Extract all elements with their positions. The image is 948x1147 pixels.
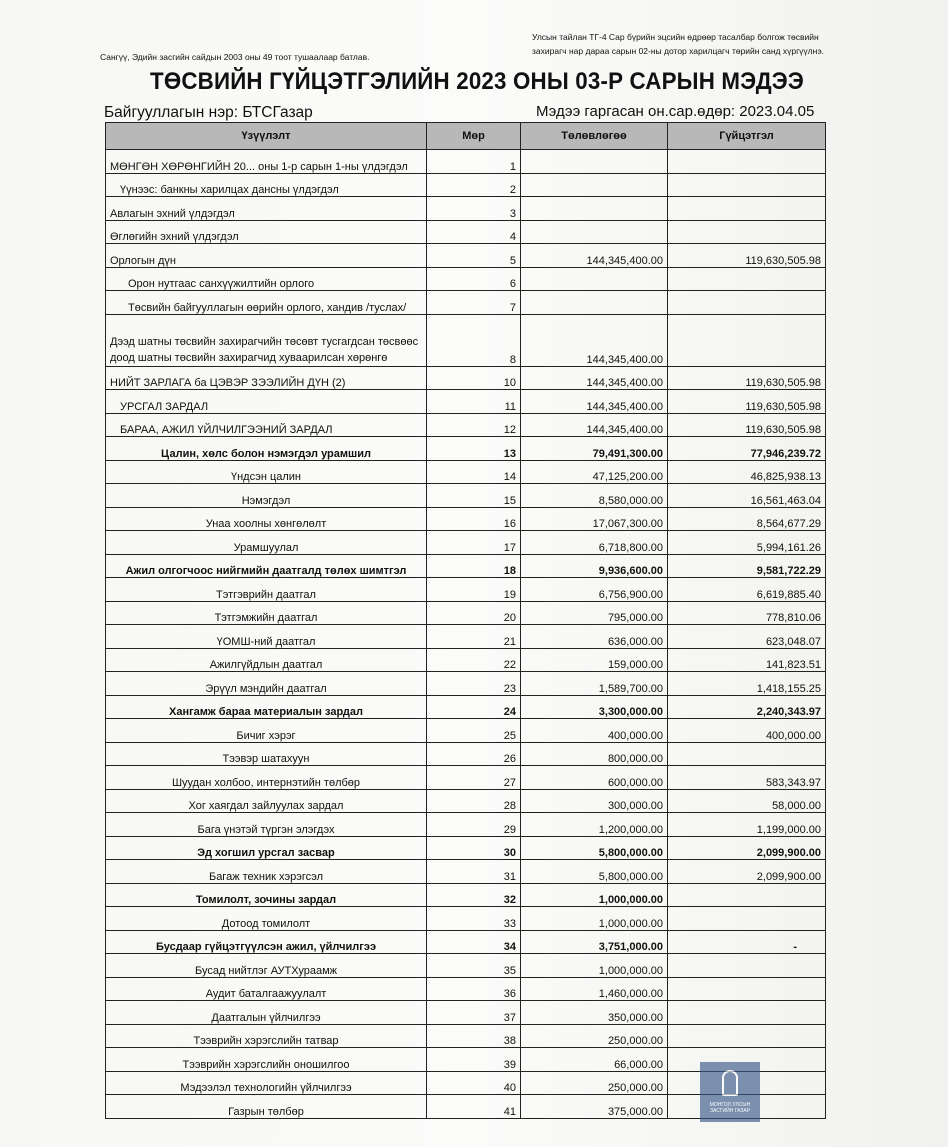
plan-value-cell: 636,000.00: [521, 625, 668, 649]
actual-value-cell: 583,343.97: [668, 766, 826, 790]
row-indicator-cell: Өглөгийн эхний үлдэгдэл: [106, 220, 427, 244]
plan-value-cell: 6,718,800.00: [521, 531, 668, 555]
plan-value-cell: 300,000.00: [521, 789, 668, 813]
actual-value-cell: [668, 1024, 826, 1048]
table-row: [106, 578, 826, 602]
row-number-cell: 17: [427, 531, 521, 555]
table-row: [106, 1024, 826, 1048]
row-indicator-cell: Нэмэгдэл: [106, 484, 427, 508]
row-number-cell: 1: [427, 150, 521, 174]
table-row: [106, 220, 826, 244]
row-indicator-cell: Тэтгэмжийн даатгал: [106, 601, 427, 625]
actual-value-cell: 141,823.51: [668, 648, 826, 672]
table-row: [106, 267, 826, 291]
actual-value-cell: 778,810.06: [668, 601, 826, 625]
plan-value-cell: 1,589,700.00: [521, 672, 668, 696]
report-date: Мэдээ гаргасан он.сар.өдөр: 2023.04.05: [536, 103, 815, 120]
row-indicator-cell: Цалин, хөлс болон нэмэгдэл урамшил: [106, 437, 427, 461]
row-indicator-cell: ҮОМШ-ний даатгал: [106, 625, 427, 649]
plan-value-cell: 250,000.00: [521, 1071, 668, 1095]
table-row: [106, 860, 826, 884]
table-row: [106, 1001, 826, 1025]
row-number-cell: 25: [427, 719, 521, 743]
row-number-cell: 39: [427, 1048, 521, 1072]
row-number-cell: 15: [427, 484, 521, 508]
column-header-plan: Төлөвлөгөө: [521, 123, 668, 150]
plan-value-cell: 17,067,300.00: [521, 507, 668, 531]
organization-name: Байгууллагын нэр: БТСГазар: [104, 104, 313, 121]
row-number-cell: 29: [427, 813, 521, 837]
row-number-cell: 27: [427, 766, 521, 790]
soyombo-emblem-icon: [722, 1070, 738, 1096]
plan-value-cell: [521, 197, 668, 221]
plan-value-cell: 144,345,400.00: [521, 413, 668, 437]
row-indicator-cell: Үүнээс: банкны харилцах дансны үлдэгдэл: [106, 173, 427, 197]
row-indicator-cell: БАРАА, АЖИЛ ҮЙЛЧИЛГЭЭНИЙ ЗАРДАЛ: [106, 413, 427, 437]
table-row: [106, 601, 826, 625]
plan-value-cell: 47,125,200.00: [521, 460, 668, 484]
table-row: [106, 789, 826, 813]
actual-value-cell: [668, 173, 826, 197]
table-row: [106, 648, 826, 672]
table-row: [106, 460, 826, 484]
plan-value-cell: [521, 150, 668, 174]
row-indicator-cell: Бага үнэтэй түргэн элэгдэх: [106, 813, 427, 837]
row-number-cell: 33: [427, 907, 521, 931]
row-number-cell: 7: [427, 291, 521, 315]
row-number-cell: 31: [427, 860, 521, 884]
plan-value-cell: 144,345,400.00: [521, 314, 668, 366]
row-number-cell: 8: [427, 314, 521, 366]
row-number-cell: 30: [427, 836, 521, 860]
table-row: [106, 413, 826, 437]
row-indicator-cell: Ажил олгогчоос нийгмийн даатгалд төлөх шимтгэл: [106, 554, 427, 578]
plan-value-cell: 144,345,400.00: [521, 366, 668, 390]
row-indicator-cell: Газрын төлбөр: [106, 1095, 427, 1119]
row-number-cell: 22: [427, 648, 521, 672]
row-number-cell: 14: [427, 460, 521, 484]
actual-value-cell: 6,619,885.40: [668, 578, 826, 602]
row-number-cell: 36: [427, 977, 521, 1001]
plan-value-cell: [521, 173, 668, 197]
row-indicator-cell: Орон нутгаас санхүүжилтийн орлого: [106, 267, 427, 291]
table-row: [106, 366, 826, 390]
row-indicator-cell: Тээврийн хэрэгслийн татвар: [106, 1024, 427, 1048]
table-row: [106, 836, 826, 860]
table-row: [106, 954, 826, 978]
actual-value-cell: 400,000.00: [668, 719, 826, 743]
plan-value-cell: 79,491,300.00: [521, 437, 668, 461]
row-number-cell: 2: [427, 173, 521, 197]
row-indicator-cell: Эрүүл мэндийн даатгал: [106, 672, 427, 696]
row-indicator-cell: Ажилгүйдлын даатгал: [106, 648, 427, 672]
approval-note: Сангүү, Эдийн засгийн сайдын 2003 оны 49 тоот тушаалаар батлав.: [100, 52, 370, 62]
plan-value-cell: 350,000.00: [521, 1001, 668, 1025]
actual-value-cell: 8,564,677.29: [668, 507, 826, 531]
row-indicator-cell: Орлогын дүн: [106, 244, 427, 268]
table-row: [106, 314, 826, 366]
row-number-cell: 20: [427, 601, 521, 625]
table-row: [106, 625, 826, 649]
submission-note: Улсын тайлан ТГ-4 Сар бүрийн эцсийн өдрөөр тасалбар болгож төсвийн захирагч нар дараа сарын 02-ны дотор харилцагч төрийн санд хүргүүлнэ.: [532, 32, 825, 56]
row-indicator-cell: Багаж техник хэрэгсэл: [106, 860, 427, 884]
actual-value-cell: [668, 314, 826, 366]
table-row: [106, 695, 826, 719]
table-row: [106, 437, 826, 461]
row-indicator-cell: Тээвэр шатахуун: [106, 742, 427, 766]
plan-value-cell: 250,000.00: [521, 1024, 668, 1048]
row-indicator-cell: Үндсэн цалин: [106, 460, 427, 484]
actual-value-cell: [668, 883, 826, 907]
row-number-cell: 24: [427, 695, 521, 719]
table-row: [106, 197, 826, 221]
actual-value-cell: 623,048.07: [668, 625, 826, 649]
plan-value-cell: 3,300,000.00: [521, 695, 668, 719]
row-indicator-cell: Авлагын эхний үлдэгдэл: [106, 197, 427, 221]
table-row: [106, 390, 826, 414]
plan-value-cell: 1,200,000.00: [521, 813, 668, 837]
plan-value-cell: 6,756,900.00: [521, 578, 668, 602]
plan-value-cell: 1,000,000.00: [521, 907, 668, 931]
row-indicator-cell: Шуудан холбоо, интернэтийн төлбөр: [106, 766, 427, 790]
actual-value-cell: 1,199,000.00: [668, 813, 826, 837]
table-body: [106, 150, 826, 1119]
actual-value-cell: 119,630,505.98: [668, 413, 826, 437]
table-row: [106, 930, 826, 954]
row-number-cell: 6: [427, 267, 521, 291]
table-row: [106, 244, 826, 268]
row-number-cell: 11: [427, 390, 521, 414]
row-number-cell: 12: [427, 413, 521, 437]
actual-value-cell: 58,000.00: [668, 789, 826, 813]
actual-value-cell: 119,630,505.98: [668, 366, 826, 390]
row-indicator-cell: Бичиг хэрэг: [106, 719, 427, 743]
plan-value-cell: 5,800,000.00: [521, 836, 668, 860]
row-indicator-cell: Эд хогшил урсгал засвар: [106, 836, 427, 860]
logo-text: МОНГОЛ УЛСЫН ЗАСГИЙН ГАЗАР: [709, 1102, 751, 1114]
actual-value-cell: [668, 977, 826, 1001]
budget-table: [105, 122, 826, 1119]
actual-value-cell: 2,099,900.00: [668, 860, 826, 884]
table-row: [106, 766, 826, 790]
table-row: [106, 719, 826, 743]
table-row: [106, 883, 826, 907]
row-number-cell: 41: [427, 1095, 521, 1119]
column-header-row-number: Мөр: [427, 123, 521, 150]
row-indicator-cell: НИЙТ ЗАРЛАГА ба ЦЭВЭР ЗЭЭЛИЙН ДҮН (2): [106, 366, 427, 390]
table-row: [106, 672, 826, 696]
row-indicator-cell: Төсвийн байгууллагын өөрийн орлого, хандив /туслах/: [106, 291, 427, 315]
actual-value-cell: [668, 1001, 826, 1025]
row-indicator-cell: Урамшуулал: [106, 531, 427, 555]
row-indicator-cell: Тээврийн хэрэгслийн оношилгоо: [106, 1048, 427, 1072]
actual-value-cell: [668, 291, 826, 315]
actual-value-cell: 119,630,505.98: [668, 244, 826, 268]
row-number-cell: 3: [427, 197, 521, 221]
row-indicator-cell: Хангамж бараа материалын зардал: [106, 695, 427, 719]
row-indicator-cell: Бусад нийтлэг АУТХураамж: [106, 954, 427, 978]
table-row: [106, 813, 826, 837]
column-header-indicator: Үзүүлэлт: [106, 123, 427, 150]
actual-value-cell: 9,581,722.29: [668, 554, 826, 578]
row-number-cell: 5: [427, 244, 521, 268]
row-indicator-cell: Бусдаар гүйцэтгүүлсэн ажил, үйлчилгээ: [106, 930, 427, 954]
government-logo: [700, 1062, 760, 1122]
plan-value-cell: 1,000,000.00: [521, 883, 668, 907]
actual-value-cell: [668, 220, 826, 244]
row-number-cell: 19: [427, 578, 521, 602]
actual-value-cell: 2,240,343.97: [668, 695, 826, 719]
actual-value-cell: [668, 954, 826, 978]
row-number-cell: 23: [427, 672, 521, 696]
table-row: [106, 554, 826, 578]
table-row: [106, 907, 826, 931]
actual-value-cell: 16,561,463.04: [668, 484, 826, 508]
table-row: [106, 484, 826, 508]
plan-value-cell: 5,800,000.00: [521, 860, 668, 884]
row-indicator-cell: Даатгалын үйлчилгээ: [106, 1001, 427, 1025]
row-number-cell: 21: [427, 625, 521, 649]
row-indicator-cell: Мэдээлэл технологийн үйлчилгээ: [106, 1071, 427, 1095]
table-row: [106, 531, 826, 555]
row-number-cell: 18: [427, 554, 521, 578]
plan-value-cell: [521, 220, 668, 244]
table-header-row: [106, 123, 826, 150]
actual-value-cell: 46,825,938.13: [668, 460, 826, 484]
row-indicator-cell: Аудит баталгаажуулалт: [106, 977, 427, 1001]
actual-value-cell: 77,946,239.72: [668, 437, 826, 461]
row-number-cell: 35: [427, 954, 521, 978]
row-number-cell: 37: [427, 1001, 521, 1025]
row-number-cell: 38: [427, 1024, 521, 1048]
plan-value-cell: 144,345,400.00: [521, 390, 668, 414]
actual-value-cell: 119,630,505.98: [668, 390, 826, 414]
table-row: [106, 742, 826, 766]
plan-value-cell: 795,000.00: [521, 601, 668, 625]
row-number-cell: 4: [427, 220, 521, 244]
row-indicator-cell: Дотоод томилолт: [106, 907, 427, 931]
row-indicator-cell: Дээд шатны төсвийн захирагчийн төсөвт тусгагдсан төсвөөс доод шатны төсвийн захирагчид хуваарилсан хөрөнгө: [106, 314, 427, 366]
row-indicator-cell: Хог хаягдал зайлуулах зардал: [106, 789, 427, 813]
row-indicator-cell: Унаа хоолны хөнгөлөлт: [106, 507, 427, 531]
plan-value-cell: [521, 291, 668, 315]
plan-value-cell: 1,000,000.00: [521, 954, 668, 978]
row-indicator-cell: Томилолт, зочины зардал: [106, 883, 427, 907]
actual-value-cell: 1,418,155.25: [668, 672, 826, 696]
actual-value-cell: [668, 267, 826, 291]
plan-value-cell: 9,936,600.00: [521, 554, 668, 578]
row-number-cell: 16: [427, 507, 521, 531]
table-row: [106, 150, 826, 174]
row-number-cell: 26: [427, 742, 521, 766]
actual-value-cell: 5,994,161.26: [668, 531, 826, 555]
row-number-cell: 28: [427, 789, 521, 813]
actual-value-cell: [668, 742, 826, 766]
row-indicator-cell: Тэтгэврийн даатгал: [106, 578, 427, 602]
plan-value-cell: 66,000.00: [521, 1048, 668, 1072]
plan-value-cell: 8,580,000.00: [521, 484, 668, 508]
row-number-cell: 32: [427, 883, 521, 907]
actual-value-cell: [668, 907, 826, 931]
table-row: [106, 291, 826, 315]
plan-value-cell: 159,000.00: [521, 648, 668, 672]
actual-value-cell: [668, 197, 826, 221]
row-number-cell: 10: [427, 366, 521, 390]
plan-value-cell: 1,460,000.00: [521, 977, 668, 1001]
actual-value-cell: -: [668, 930, 826, 954]
plan-value-cell: 400,000.00: [521, 719, 668, 743]
plan-value-cell: 375,000.00: [521, 1095, 668, 1119]
row-number-cell: 13: [427, 437, 521, 461]
table-row: [106, 507, 826, 531]
plan-value-cell: [521, 267, 668, 291]
row-number-cell: 40: [427, 1071, 521, 1095]
page-title: ТӨСВИЙН ГҮЙЦЭТГЭЛИЙН 2023 ОНЫ 03-Р САРЫН МЭДЭЭ: [150, 68, 804, 95]
table-row: [106, 173, 826, 197]
row-indicator-cell: МӨНГӨН ХӨРӨНГИЙН 20... оны 1-р сарын 1-ны үлдэгдэл: [106, 150, 427, 174]
plan-value-cell: 600,000.00: [521, 766, 668, 790]
row-number-cell: 34: [427, 930, 521, 954]
plan-value-cell: 800,000.00: [521, 742, 668, 766]
plan-value-cell: 144,345,400.00: [521, 244, 668, 268]
actual-value-cell: 2,099,900.00: [668, 836, 826, 860]
column-header-actual: Гүйцэтгэл: [668, 123, 826, 150]
row-indicator-cell: УРСГАЛ ЗАРДАЛ: [106, 390, 427, 414]
actual-value-cell: [668, 150, 826, 174]
table-row: [106, 977, 826, 1001]
plan-value-cell: 3,751,000.00: [521, 930, 668, 954]
